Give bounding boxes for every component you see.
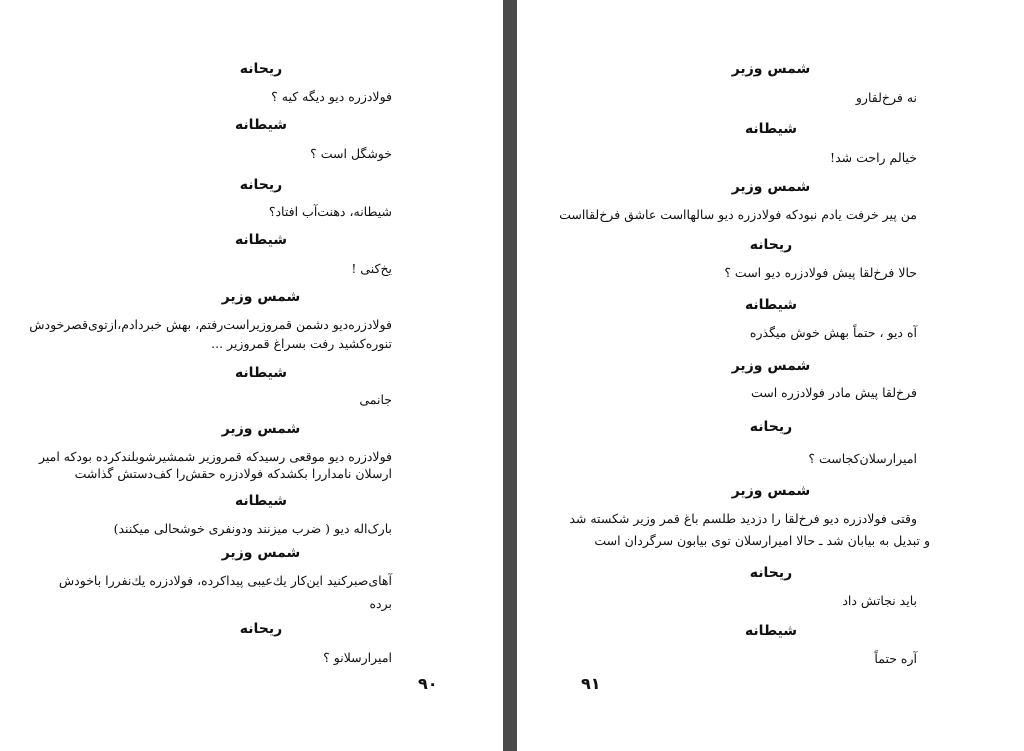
speaker-name: ریحانه <box>749 565 793 581</box>
dialogue-line: و تبدیل به بیابان شد ـ حالا امیرارسلان توی بیابون سرگردان است <box>594 533 930 548</box>
dialogue-line: امیرارسلان‌کجاست ؟ <box>808 451 917 466</box>
speaker-name: ریحانه <box>749 419 793 435</box>
dialogue-line: وقتی فولادزره دیو فرخ‌لقا را دزدید طلسم باغ قمر وزیر شکسته شد <box>569 511 917 526</box>
dialogue-line: من پیر خرفت یادم نبودکه فولادزره دیو سالهااست عاشق فرخ‌لقااست <box>559 207 917 222</box>
speaker-name: شیطانه <box>234 493 288 509</box>
speaker-name: شمس وزیر <box>731 179 811 195</box>
speaker-name: شمس وزیر <box>221 545 301 561</box>
dialogue-line: برده <box>369 596 392 611</box>
speaker-name: شمس وزیر <box>731 358 811 374</box>
speaker-name: شیطانه <box>744 121 798 137</box>
speaker-name: شمس وزیر <box>731 483 811 499</box>
dialogue-line: آ‌ه دیو ، حتماً بهش خوش میگذره <box>749 325 917 340</box>
speaker-name: شیطانه <box>234 365 288 381</box>
dialogue-line: یخ‌کنی ! <box>351 261 392 276</box>
speaker-name: شمس وزیر <box>221 421 301 437</box>
dialogue-line: فولادزره‌دیو دشمن قمروزیراست‌رفتم، بهش خبردادم،ازتوی‌قصرخودش <box>29 317 392 332</box>
dialogue-line: باید نجاتش داد <box>842 593 917 608</box>
speaker-name: ریحانه <box>239 621 283 637</box>
dialogue-line: آهای‌صبرکنید این‌کار یك‌عیبی پیداکرده، فولادزره یك‌نفررا باخودش <box>58 573 392 588</box>
dialogue-line: شیطانه، دهنت‌آب افتاد؟ <box>268 204 392 219</box>
speaker-name: شیطانه <box>744 297 798 313</box>
dialogue-line: خوشگل است ؟ <box>310 146 392 161</box>
dialogue-line: حالا فرخ‌لقا پیش فولادزره دیو است ؟ <box>724 265 917 280</box>
speaker-name: ریحانه <box>749 237 793 253</box>
speaker-name: شیطانه <box>234 232 288 248</box>
speaker-name: شیطانه <box>744 623 798 639</box>
speaker-name: ریحانه <box>239 177 283 193</box>
dialogue-line: نه فرخ‌لقارو <box>855 90 917 105</box>
right-page <box>517 0 1024 751</box>
speaker-name: شمس وزیر <box>731 61 811 77</box>
dialogue-line: تنوره‌کشید رفت بسراغ قمروزیر ... <box>211 336 392 351</box>
dialogue-line: ارسلان نامداررا بکشدکه فولادزره حقش‌را کف‌دستش گذاشت <box>74 466 392 481</box>
dialogue-line: بارک‌اله دیو ( ضرب میزنند ودونفری خوشحالی میکنند) <box>113 521 392 536</box>
dialogue-line: جانمی <box>359 392 392 407</box>
dialogue-line: آره حتماً <box>874 651 917 666</box>
book-gutter <box>503 0 517 751</box>
dialogue-line: فولادزره دیو دیگه کیه ؟ <box>271 89 392 104</box>
left-page <box>0 0 503 751</box>
dialogue-line: فولادزره دیو موقعی رسیدکه قمروزیر شمشیرشوبلندکرده بودکه امیر <box>38 449 392 464</box>
dialogue-line: فرخ‌لقا پیش مادر فولادزره است <box>750 385 917 400</box>
left-page-number: ۹۰ <box>418 674 438 693</box>
dialogue-line: خیالم راحت شد! <box>830 150 917 165</box>
speaker-name: شیطانه <box>234 117 288 133</box>
dialogue-line: امیرارسلانو ؟ <box>323 650 392 665</box>
right-page-number: ۹۱ <box>581 674 601 693</box>
speaker-name: شمس وزیر <box>221 289 301 305</box>
speaker-name: ریحانه <box>239 61 283 77</box>
